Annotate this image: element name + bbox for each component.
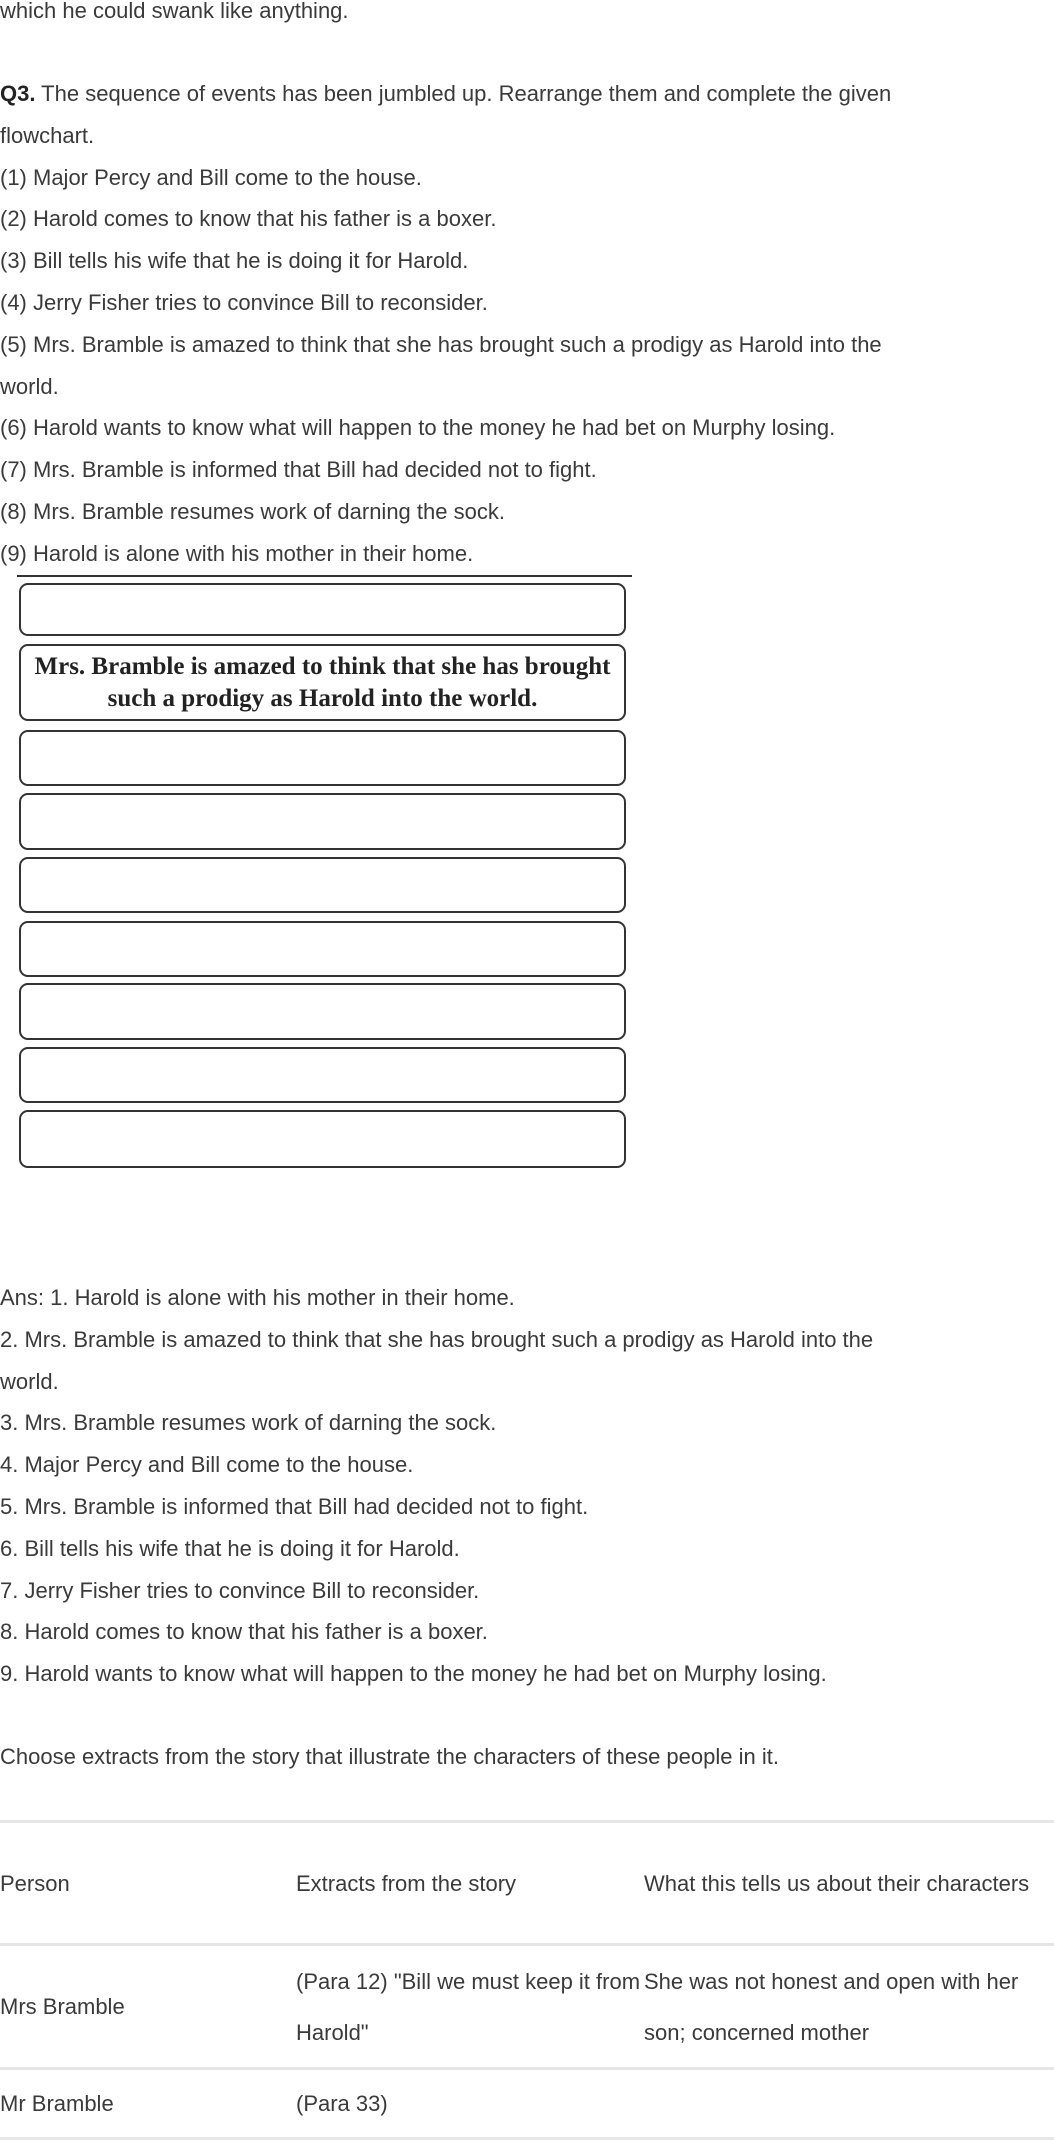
intro-tail-text: which he could swank like anything. bbox=[0, 0, 349, 23]
flowchart-box bbox=[19, 1110, 626, 1168]
flowchart-top-rule bbox=[17, 575, 632, 577]
cell-person: Mr Bramble bbox=[0, 2069, 296, 2139]
event-item: (4) Jerry Fisher tries to convince Bill to reconsider. bbox=[0, 289, 488, 315]
flowchart-box: Mrs. Bramble is amazed to think that she has brought such a prodigy as Harold into the world. bbox=[19, 644, 626, 721]
answer-line: Ans: 1. Harold is alone with his mother in their home. bbox=[0, 1285, 515, 1310]
event-item: (8) Mrs. Bramble resumes work of darning the sock. bbox=[0, 498, 505, 524]
extracts-prompt: Choose extracts from the story that illustrate the characters of these people in it. bbox=[0, 1744, 779, 1769]
event-item: (7) Mrs. Bramble is informed that Bill had decided not to fight. bbox=[0, 457, 597, 483]
answer-line: 2. Mrs. Bramble is amazed to think that she has brought such a prodigy as Harold into the bbox=[0, 1326, 874, 1352]
header-extracts: Extracts from the story bbox=[296, 1822, 644, 1945]
event-item: (6) Harold wants to know what will happen to the money he had bet on Murphy losing. bbox=[0, 415, 836, 441]
flowchart-box bbox=[19, 921, 626, 977]
cell-extract: (Para 12) "Bill we must keep it from Harold" bbox=[296, 1945, 644, 2069]
event-item: (3) Bill tells his wife that he is doing it for Harold. bbox=[0, 248, 469, 274]
cell-meaning bbox=[644, 2069, 1054, 2139]
question-text: The sequence of events has been jumbled up. Rearrange them and complete the given bbox=[35, 81, 892, 106]
flowchart-box bbox=[19, 730, 626, 786]
question-text-cont: flowchart. bbox=[0, 122, 95, 148]
character-table bbox=[0, 1820, 1054, 2140]
answer-line: 7. Jerry Fisher tries to convince Bill to reconsider. bbox=[0, 1577, 480, 1603]
answer-line: 9. Harold wants to know what will happen to the money he had bet on Murphy losing. bbox=[0, 1661, 827, 1687]
event-item: world. bbox=[0, 373, 59, 399]
event-item: (2) Harold comes to know that his father is a boxer. bbox=[0, 206, 497, 232]
answer-line: 6. Bill tells his wife that he is doing it for Harold. bbox=[0, 1535, 460, 1561]
cell-extract: (Para 33) bbox=[296, 2069, 644, 2139]
table-header-row bbox=[0, 1822, 1054, 1945]
answer-line: world. bbox=[0, 1368, 59, 1394]
table-row bbox=[0, 1945, 1054, 2069]
answer-line: 5. Mrs. Bramble is informed that Bill had decided not to fight. bbox=[0, 1493, 589, 1519]
flowchart-box bbox=[19, 793, 626, 850]
event-item: (1) Major Percy and Bill come to the house. bbox=[0, 164, 422, 190]
answer-line: 4. Major Percy and Bill come to the house. bbox=[0, 1452, 414, 1478]
question-prompt bbox=[0, 73, 1054, 115]
answer-list bbox=[0, 1277, 1054, 1695]
flowchart-box bbox=[19, 857, 626, 913]
header-person: Person bbox=[0, 1822, 296, 1945]
answer-line: 8. Harold comes to know that his father is a boxer. bbox=[0, 1619, 488, 1645]
flowchart bbox=[17, 575, 632, 1175]
flowchart-box bbox=[19, 1047, 626, 1103]
flowchart-box bbox=[19, 983, 626, 1040]
table-row bbox=[0, 2069, 1054, 2139]
event-list bbox=[0, 157, 1054, 575]
flowchart-box bbox=[19, 583, 626, 636]
event-item: (9) Harold is alone with his mother in their home. bbox=[0, 540, 474, 566]
cell-person: Mrs Bramble bbox=[0, 1945, 296, 2069]
question-label: Q3. bbox=[0, 81, 36, 106]
answer-line: 3. Mrs. Bramble resumes work of darning the sock. bbox=[0, 1410, 497, 1436]
event-item: (5) Mrs. Bramble is amazed to think that she has brought such a prodigy as Harold into the bbox=[0, 331, 882, 357]
question-block bbox=[0, 73, 1054, 575]
header-meaning: What this tells us about their characters bbox=[644, 1822, 1054, 1945]
cell-meaning: She was not honest and open with her son; concerned mother bbox=[644, 1945, 1054, 2069]
